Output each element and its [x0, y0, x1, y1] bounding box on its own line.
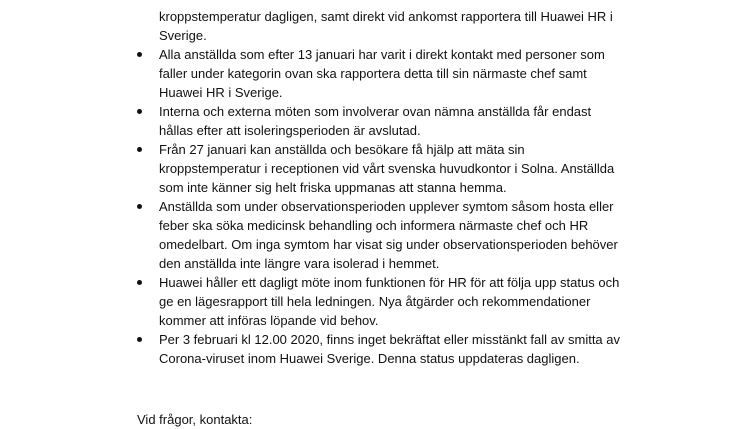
bullet-dot — [137, 280, 142, 285]
bullet-dot — [137, 337, 142, 342]
list-item-line: Per 3 februari kl 12.00 2020, finns inget bekräftat eller misstänkt fall av smitta av — [159, 332, 621, 347]
contact-heading: Vid frågor, kontakta: — [137, 412, 253, 427]
bullet-dot — [137, 147, 142, 152]
list-item-line: ge en lägesrapport till hela ledningen. Nya åtgärder och rekommendationer — [159, 294, 591, 309]
list-item-line: Interna och externa möten som involverar ovan nämna anställda får endast — [159, 104, 592, 119]
list-item-line: Corona-viruset inom Huawei Sverige. Denna status uppdateras dagligen. — [159, 351, 580, 366]
list-item-line: hållas efter att isoleringsperioden är avslutad. — [159, 123, 421, 138]
list-item-line: Alla anställda som efter 13 januari har varit i direkt kontakt med personer som — [159, 47, 605, 62]
list-item-line: omedelbart. Om inga symtom har visat sig under observationsperioden behöver — [159, 237, 618, 252]
list-item-line: Sverige. — [159, 28, 207, 43]
bullet-dot — [137, 109, 142, 114]
list-item-line: Anställda som under observationsperioden upplever symtom såsom hosta eller — [159, 199, 614, 214]
list-item-line: Huawei HR i Sverige. — [159, 85, 283, 100]
list-item-line: kroppstemperatur i receptionen vid vårt svenska huvudkontor i Solna. Anställda — [159, 161, 615, 176]
list-item-line: den anställda inte längre vara isolerad i hemmet. — [159, 256, 440, 271]
list-item-line: som inte känner sig helt friska uppmanas att stanna hemma. — [159, 180, 507, 195]
list-item-line: faller under kategorin ovan ska rapportera detta till sin närmaste chef samt — [159, 66, 587, 81]
list-item-line: feber ska söka medicinsk behandling och informera närmaste chef och HR — [159, 218, 589, 233]
bullet-dot — [137, 52, 142, 57]
bullet-dot — [137, 204, 142, 209]
list-item-line: Från 27 januari kan anställda och besökare få hjälp att mäta sin — [159, 142, 525, 157]
list-item-line: kommer att införas löpande vid behov. — [159, 313, 379, 328]
list-item-line: Huawei håller ett dagligt möte inom funktionen för HR för att följa upp status och — [159, 275, 620, 290]
list-item-line: kroppstemperatur dagligen, samt direkt vid ankomst rapportera till Huawei HR i — [159, 9, 613, 24]
